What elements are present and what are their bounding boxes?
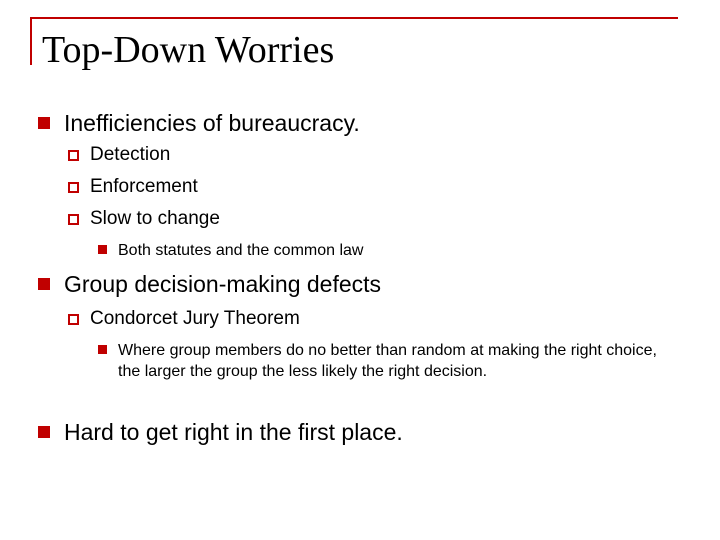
sub-sub-bullet-text: Both statutes and the common law — [118, 242, 364, 259]
bullet-inefficiencies — [38, 110, 360, 137]
sub-bullet-detection — [68, 144, 170, 166]
sub-bullet-text: Detection — [90, 144, 171, 165]
bullet-text: Group decision-making defects — [64, 271, 382, 297]
sub-sub-bullet-statutes — [98, 240, 678, 261]
sub-bullet-text: Enforcement — [90, 176, 198, 197]
title-rule-vertical — [30, 17, 32, 65]
hollow-square-bullet-icon — [68, 150, 79, 161]
hollow-square-bullet-icon — [68, 182, 79, 193]
slide-title: Top-Down Worries — [42, 29, 335, 71]
hollow-square-bullet-icon — [68, 314, 79, 325]
sub-sub-bullet-text: Where group members do no better than random at making the right choice, the larger the group the less likely the right decision. — [118, 342, 657, 380]
sub-bullet-condorcet — [68, 308, 300, 330]
sub-bullet-enforcement — [68, 176, 198, 198]
title-rule-horizontal — [30, 17, 678, 19]
sub-sub-bullet-condorcet-explanation — [98, 340, 678, 382]
small-square-bullet-icon — [98, 245, 107, 254]
bullet-text: Inefficiencies of bureaucracy. — [64, 110, 360, 136]
sub-bullet-text: Slow to change — [90, 208, 220, 229]
small-square-bullet-icon — [98, 345, 107, 354]
sub-bullet-slow-to-change — [68, 208, 220, 230]
hollow-square-bullet-icon — [68, 214, 79, 225]
bullet-hard-to-get-right — [38, 419, 403, 446]
square-bullet-icon — [38, 426, 50, 438]
bullet-group-decision — [38, 271, 381, 298]
square-bullet-icon — [38, 278, 50, 290]
sub-bullet-text: Condorcet Jury Theorem — [90, 308, 300, 329]
bullet-text: Hard to get right in the first place. — [64, 419, 403, 445]
square-bullet-icon — [38, 117, 50, 129]
